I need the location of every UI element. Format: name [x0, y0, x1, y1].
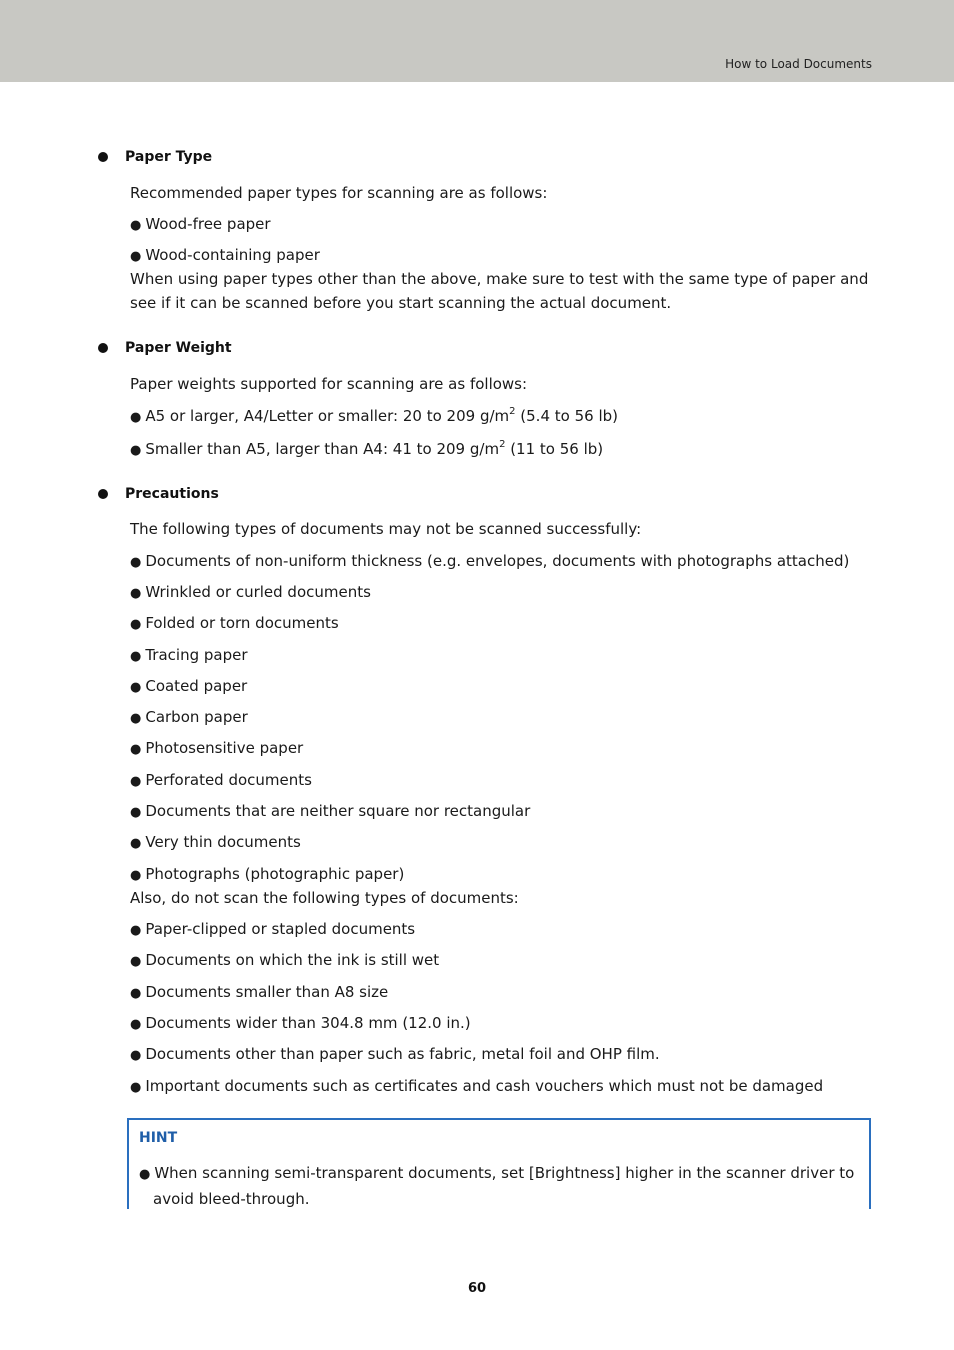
bullet-icon: ●	[130, 1048, 142, 1063]
section-bullet-icon	[98, 343, 108, 353]
list-item: ● Photographs (photographic paper)	[130, 865, 405, 883]
list-item: ● Wrinkled or curled documents	[130, 583, 371, 601]
bullet-icon: ●	[130, 711, 142, 726]
list-item: ● Wood-free paper	[130, 215, 271, 233]
bullet-icon: ●	[130, 249, 142, 264]
list-item: ● Folded or torn documents	[130, 614, 339, 632]
section-title-paper-type: Paper Type	[125, 149, 213, 165]
list-item: ● Documents on which the ink is still wet	[130, 951, 440, 969]
header-bar	[0, 0, 954, 82]
bullet-icon: ●	[130, 410, 142, 425]
precautions-intro: The following types of documents may not be scanned successfully:	[130, 520, 642, 538]
section-bullet-icon	[98, 152, 108, 162]
paper-weight-intro: Paper weights supported for scanning are as follows:	[130, 375, 528, 393]
list-item: ● Smaller than A5, larger than A4: 41 to 209 $g/m^2$ (11 to 56 lb)	[130, 439, 604, 458]
bullet-icon: ●	[130, 443, 142, 458]
bullet-icon: ●	[130, 649, 142, 664]
bullet-icon: ●	[130, 1080, 142, 1095]
bullet-icon: ●	[130, 586, 142, 601]
bullet-icon: ●	[130, 742, 142, 757]
section-title-precautions: Precautions	[125, 486, 219, 502]
list-item: ● Important documents such as certificates and cash vouchers which must not be damaged	[130, 1077, 824, 1095]
bullet-icon: ●	[130, 774, 142, 789]
bullet-icon: ●	[130, 868, 142, 883]
list-item: ● Photosensitive paper	[130, 739, 304, 757]
list-item: ● Very thin documents	[130, 833, 301, 851]
list-item: ● Carbon paper	[130, 708, 248, 726]
list-item: ● Coated paper	[130, 677, 248, 695]
bullet-icon: ●	[130, 986, 142, 1001]
page-number: 60	[467, 1281, 487, 1296]
paper-type-intro: Recommended paper types for scanning are as follows:	[130, 184, 548, 202]
list-item: ● Documents that are neither square nor rectangular	[130, 802, 531, 820]
list-item: ● Wood-containing paper	[130, 246, 320, 264]
bullet-icon: ●	[130, 218, 142, 233]
list-item: ● A5 or larger, A4/Letter or smaller: 20 to 209 $g/m^2$ (5.4 to 56 lb)	[130, 406, 618, 425]
list-item: ● Documents other than paper such as fabric, metal foil and OHP film.	[130, 1045, 660, 1063]
list-item: ● Tracing paper	[130, 646, 248, 664]
list-item: ● Documents of non-uniform thickness (e.g. envelopes, documents with photographs attached)	[130, 552, 850, 570]
section-bullet-icon	[98, 489, 108, 499]
bullet-icon: ●	[130, 1017, 142, 1032]
bullet-icon: ●	[130, 555, 142, 570]
bullet-icon: ●	[130, 617, 142, 632]
list-item: ● Documents wider than 304.8 mm (12.0 in.)	[130, 1014, 471, 1032]
bullet-icon: ●	[130, 805, 142, 820]
section-title-paper-weight: Paper Weight	[125, 340, 232, 356]
bullet-icon: ●	[130, 923, 142, 938]
list-item: ● Paper-clipped or stapled documents	[130, 920, 416, 938]
bullet-icon: ●	[139, 1167, 151, 1182]
bullet-icon: ●	[130, 954, 142, 969]
hint-title: HINT	[139, 1130, 178, 1146]
hint-text: ● When scanning semi-transparent documents, set [Brightness] higher in the scanner driver to avoid bleed-through.	[139, 1164, 855, 1208]
header-title: How to Load Documents	[725, 57, 872, 71]
list-item: ● Documents smaller than A8 size	[130, 983, 389, 1001]
hint-box	[127, 1118, 871, 1209]
paper-type-note: When using paper types other than the above, make sure to test with the same type of paper and see if it can be scanned before you start scanning the actual document.	[130, 270, 869, 312]
precautions-intro-2: Also, do not scan the following types of documents:	[130, 889, 519, 907]
bullet-icon: ●	[130, 680, 142, 695]
bullet-icon: ●	[130, 836, 142, 851]
list-item: ● Perforated documents	[130, 771, 312, 789]
